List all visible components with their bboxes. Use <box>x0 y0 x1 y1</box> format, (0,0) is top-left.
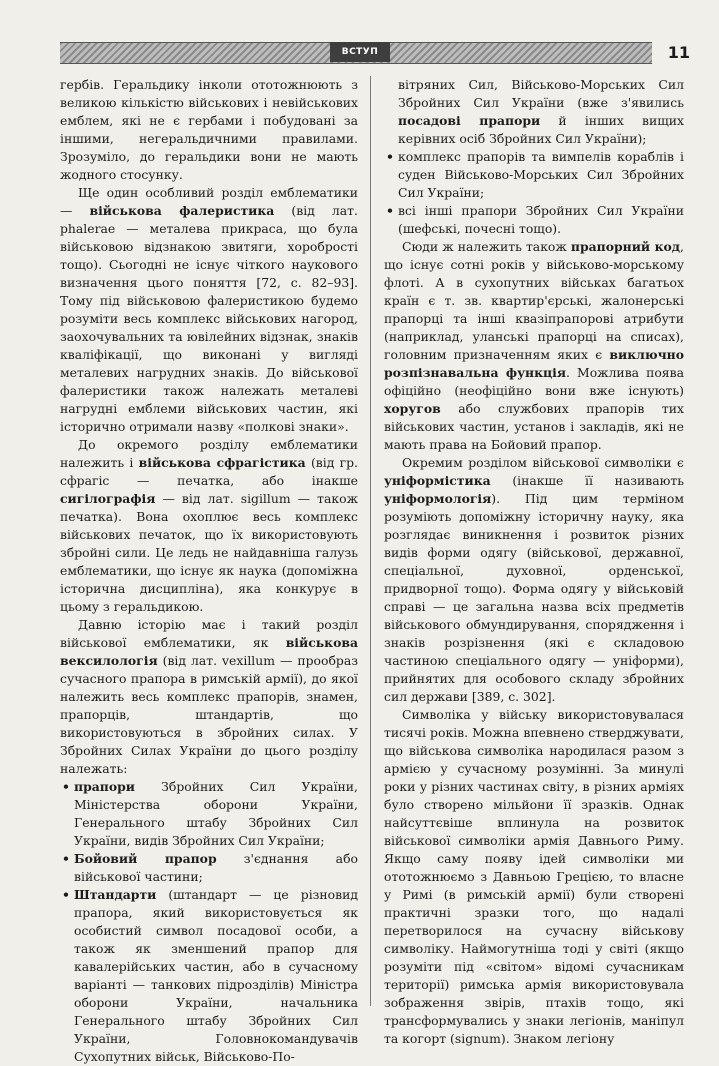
term-bold: військова сфрагістика <box>138 455 306 470</box>
text-span: (від лат. phalerae — металева прикраса, що була військовою відзнакою звитяги, хоробрості тощо). Сьогодні не існує чіткого наукового визначення цього поняття [72, с. 82–93]. Тому під військовою фалеристикою будемо розуміти весь комплекс військових нагород, заохочувальних та ювілейних відзнак, знаків кваліфікації, що виконані у вигляді металевих нагрудних знаків. До військової фалеристики також належать металеві нагрудні емблеми військових частин, які історично отримали назву «полкові знаки». <box>60 203 358 434</box>
term-bold: військова фалеристика <box>89 203 275 218</box>
left-column <box>60 76 358 1066</box>
paragraph: гербів. Геральдику інколи ототожнюють з великою кількістю військових і невійськових емблем, які не є гербами і побудовані за іншими, негеральдичними правилами. Зрозуміло, до геральдики вони не мають жодного стосунку. <box>60 77 358 182</box>
list-item: • комплекс прапорів та вимпелів кораблів і суден Військово-Морських Сил Збройних Сил України; <box>384 148 684 202</box>
bullet-list-continued <box>384 76 684 238</box>
text-span: , що існує сотні років у військово-морському флоті. А в сухопутних військах багатьох країн є т. зв. квартир'єрські, жалонерські прапорці та інші квазіпрапорові атрибути (наприклад, уланські прапорці на списах), головним призначенням яких є <box>384 239 684 362</box>
text-span: вітряних Сил, Військово-Морських Сил Збройних Сил України (вже з'явились <box>398 77 684 110</box>
text-span: ). Під цим терміном розуміють допоміжну історичну науку, яка розглядає виникнення і розвиток різних видів форми одягу (військової, державної, спеціальної, духовної, орденської, придворної тощо). Форма одягу у військовій справі — це загальна назва всіх предметів військового обмундирування, спорядження і знаків розрізнення (які є складовою частиною спеціального одягу — уніформи), прийнятих для особового складу збройних сил держави [389, с. 302]. <box>384 491 684 704</box>
term-bold: прапори <box>74 779 135 794</box>
text-span: (інакше її називають <box>490 473 684 488</box>
text-span: або службових прапорів тих військових частин, установ і закладів, які не мають права на Бойовий прапор. <box>384 401 684 452</box>
text-span: — від лат. sigillum — також печатка). Вона охоплює весь комплекс військових печаток, що їх використовують збройні сили. Це ледь не найдавніша галузь емблематики, що існує як наука (допоміжна історична дисципліна), яка конкурує в цьому з геральдикою. <box>60 491 358 614</box>
text-span: (від лат. vexillum — прообраз сучасного прапора в римській армії), до якої належить весь комплекс прапорів, знамен, прапорців, штандартів, що використовуються в збройних силах. У Збройних Силах України до цього розділу належать: <box>60 653 358 776</box>
running-header <box>60 40 690 68</box>
text-span: . Можлива поява офіційно (неофіційно вони вже існують) <box>384 365 684 398</box>
paragraph <box>60 184 358 436</box>
text-span: Ще один особливий розділ емблематики — <box>60 185 358 218</box>
page-number: 11 <box>667 42 690 62</box>
list-item <box>60 850 358 886</box>
text-span: Окремим розділом військової символіки є <box>402 455 684 470</box>
bullet-list <box>60 778 358 1066</box>
term-bold: хоругов <box>384 401 441 416</box>
text-span: й інших вищих керівних осіб Збройних Сил України); <box>398 113 685 146</box>
term-bold: посадові прапори <box>398 113 541 128</box>
text-span: з'єднання або військової частини; <box>74 851 358 884</box>
section-label: ВСТУП <box>330 42 390 62</box>
text-span: Сюди ж належить також <box>402 239 571 254</box>
text-span: Збройних Сил України, Міністерства оборони України, Генерального штабу Збройних Сил України, видів Збройних Сил України; <box>74 779 358 848</box>
text-span: Давню історію має і такий розділ військової емблематики, як <box>60 617 358 650</box>
term-bold: Бойовий прапор <box>74 851 217 866</box>
list-item-continued <box>384 76 684 148</box>
term-bold: Штандарти <box>74 887 157 902</box>
term-bold: виключно розпізнавальна функція <box>384 347 684 380</box>
column-divider <box>370 76 371 1006</box>
paragraph <box>60 616 358 778</box>
term-bold: військова вексилологія <box>60 635 358 668</box>
list-item <box>60 778 358 850</box>
term-bold: уніформологія <box>384 491 492 506</box>
right-column <box>384 76 684 1048</box>
paragraph <box>60 436 358 616</box>
list-item: • всі інші прапори Збройних Сил України (шефські, почесні тощо). <box>384 202 684 238</box>
paragraph <box>384 454 684 706</box>
paragraph: Символіка у війську використовувалася тисячі років. Можна впевнено стверджувати, що військова символіка народилася разом з армією у сучасному розумінні. За минулі роки у різних частинах світу, в різних арміях було створено мільйони її зразків. Однак найсуттєвіше вплинула на розвиток військової символіки армія Давнього Риму. Якщо саму появу ідей символіки ми ототожнюємо з Давньою Грецією, то власне у Римі (в римській армії) були створені практичні зразки того, що надалі перетворилося на сучасну військову символіку. Наймогутніша тоді у світі (якщо розуміти під «світом» відомі сучасникам території) римська армія використовувала зображення звірів, птахів тощо, які трансформувались у знаки легіонів, маніпул та когорт (signum). Знаком легіону <box>384 707 684 1046</box>
list-item <box>60 886 358 1066</box>
term-bold: прапорний код <box>570 239 681 254</box>
term-bold: сигілографія <box>60 491 156 506</box>
text-span: До окремого розділу емблематики належить і <box>60 437 358 470</box>
text-span: (штандарт — це різновид прапора, який використовується як особистий символ посадової особи, а також як зменшений прапор для кавалерійських частин, або в сучасному варіанті — танкових підрозділів) Міністра оборони України, начальника Генерального штабу Збройних Сил України, Головнокомандувачів Сухопутних військ, Військово-По- <box>74 887 358 1064</box>
term-bold: уніформістика <box>384 473 491 488</box>
text-span: (від гр. сфрагіс — печатка, або інакше <box>60 455 358 488</box>
paragraph <box>384 238 684 454</box>
